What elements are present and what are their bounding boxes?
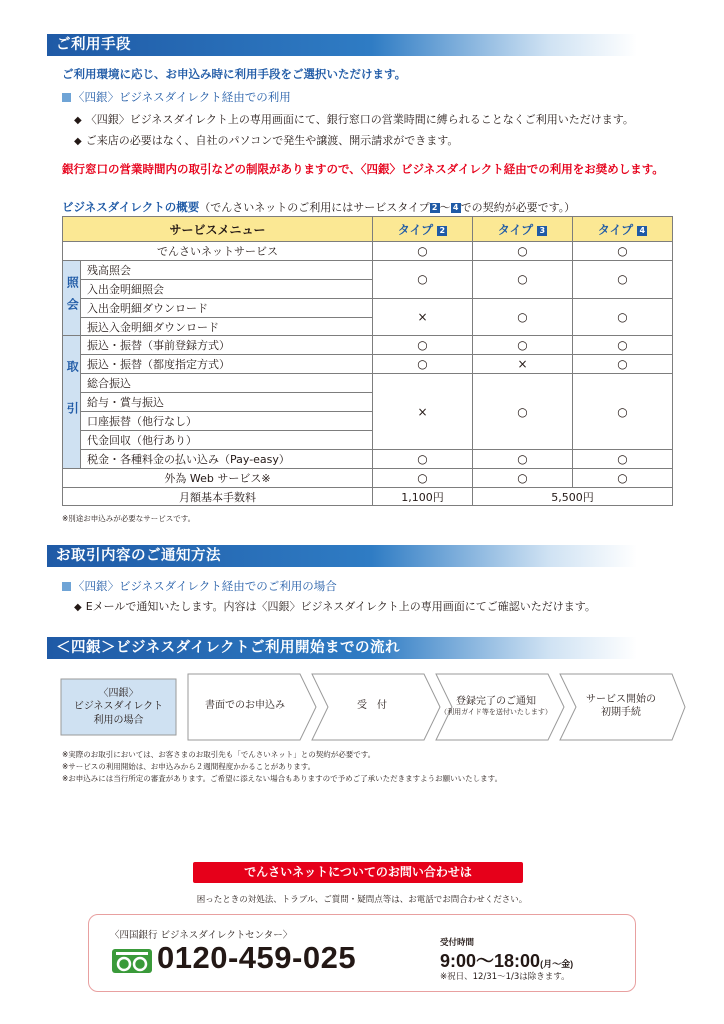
hours-time: 9:00〜18:00 (440, 951, 541, 971)
flow-step-5-line-2: 初期手続 (601, 707, 641, 718)
flow-step-3 (318, 673, 426, 739)
diamond-bullet-icon: ◆ (74, 115, 82, 126)
mark-cell: ○ (473, 242, 573, 261)
usage-subheading-text: 〈四銀〉ビジネスダイレクト経由での利用 (73, 90, 291, 104)
service-overview-table (62, 216, 673, 506)
contact-lead-text: 困ったときの対処法、トラブル、ご質問・疑問点等は、お電話でお問合わせください。 (196, 895, 528, 905)
row-label-zandaka: 残高照会 (81, 260, 373, 279)
mark-cell: ○ (573, 336, 673, 355)
overview-note-a: （でんさいネットのご利用にはサービスタイプ (199, 201, 430, 214)
flow-note-2: ※サービスの利用開始は、お申込みから２週間程度かかることがあります。 (62, 762, 316, 771)
square-bullet-icon (62, 582, 71, 591)
table-row (63, 468, 673, 487)
freedial-icon (112, 949, 152, 973)
row-label-koza: 口座振替（他行なし） (81, 412, 373, 431)
row-label-gaibu: 外為 Web サービス※ (63, 468, 373, 487)
mark-cell: ○ (573, 260, 673, 298)
row-label-furikomi-dl: 振込入金明細ダウンロード (81, 317, 373, 336)
table-row (63, 355, 673, 374)
notification-subheading (62, 578, 337, 594)
row-label-nyushukkin: 入出金明細照会 (81, 279, 373, 298)
table-header-row (63, 217, 673, 242)
usage-lead-text: ご利用環境に応じ、お申込み時に利用手段をご選択いただけます。 (62, 67, 407, 81)
flow-step-5 (566, 673, 676, 739)
flow-note-1: ※実際のお取引においては、お客さまのお取引先も「でんさいネット」との契約が必要です。 (62, 750, 376, 759)
row-label-sougou: 総合振込 (81, 374, 373, 393)
notification-bullet (74, 598, 596, 614)
type-number-badge: 2 (430, 203, 440, 213)
table-row (63, 449, 673, 468)
row-label-zeikin: 税金・各種料金の払い込み（Pay-easy） (81, 449, 373, 468)
group-label-transaction: 取引 (63, 336, 81, 468)
diamond-bullet-icon: ◆ (74, 136, 82, 147)
flow-step-2-label: 書面でのお申込み (205, 700, 285, 712)
flow-step-4-line-1: 登録完了のご通知 (456, 695, 536, 707)
header-type-label: タイプ (497, 222, 534, 237)
mark-cell: ○ (573, 355, 673, 374)
row-label-furikomi-jizen: 振込・振替（事前登録方式） (81, 336, 373, 355)
row-label-daikin: 代金回収（他行あり） (81, 430, 373, 449)
flow-step-2 (188, 673, 302, 739)
section-header-notification: お取引内容のご通知方法 (47, 545, 637, 567)
mark-cell: × (473, 355, 573, 374)
header-type-2 (373, 217, 473, 242)
square-bullet-icon (62, 93, 71, 102)
notification-subheading-text: 〈四銀〉ビジネスダイレクト経由でのご利用の場合 (73, 579, 337, 593)
mark-cell: ○ (373, 242, 473, 261)
row-label-fee: 月額基本手数料 (63, 487, 373, 506)
mark-cell: ○ (373, 336, 473, 355)
contact-heading: でんさいネットについてのお問い合わせは (193, 862, 523, 883)
mark-cell: ○ (573, 468, 673, 487)
usage-bullet-1-text: 〈四銀〉ビジネスダイレクト上の専用画面にて、銀行窓口の営業時間に縛られることなくご利用いただけます。 (85, 113, 634, 126)
mark-cell: × (373, 298, 473, 336)
row-label-densai: でんさいネットサービス (63, 242, 373, 261)
mark-cell: ○ (573, 449, 673, 468)
mark-cell: ○ (573, 374, 673, 450)
table-row (63, 298, 673, 317)
header-type-3 (473, 217, 573, 242)
mark-cell: × (373, 374, 473, 450)
hours-label: 受付時間 (440, 938, 475, 948)
flow-step-1 (61, 679, 176, 735)
mark-cell: ○ (373, 449, 473, 468)
hours-note: ※祝日、12/31〜1/3は除きます。 (440, 972, 570, 982)
flow-step-1-line-2: ビジネスダイレクト (73, 701, 164, 713)
mark-cell: ○ (573, 242, 673, 261)
contact-center-name: 〈四国銀行 ビジネスダイレクトセンター〉 (110, 930, 293, 941)
table-row (63, 487, 673, 506)
header-type-label: タイプ (397, 222, 434, 237)
fee-type-3-4: 5,500円 (473, 487, 673, 506)
flow-step-5-line-1: サービス開始の (586, 693, 656, 705)
flow-step-1-line-1: 〈四銀〉 (98, 687, 139, 699)
flow-step-4 (440, 673, 552, 739)
section-header-usage: ご利用手段 (47, 34, 637, 56)
usage-warning-text: 銀行窓口の営業時間内の取引などの制限がありますので、〈四銀〉ビジネスダイレクト経由での利用をお奨めします。 (62, 162, 664, 176)
overview-title-text: ビジネスダイレクトの概要 (62, 200, 200, 214)
flow-step-1-line-3: 利用の場合 (93, 714, 144, 726)
mark-cell: ○ (573, 298, 673, 336)
mark-cell: ○ (473, 468, 573, 487)
section-header-flow: ＜四銀＞ビジネスダイレクトご利用開始までの流れ (47, 637, 637, 659)
notification-bullet-text: Eメールで通知いたします。内容は〈四銀〉ビジネスダイレクト上の専用画面にてご確認いただけます。 (85, 600, 596, 613)
mark-cell: ○ (473, 260, 573, 298)
overview-title (62, 199, 575, 215)
usage-subheading (62, 89, 291, 105)
table-row (63, 260, 673, 279)
flow-step-3-label: 受 付 (357, 700, 387, 712)
type-number-badge: 2 (437, 226, 447, 236)
usage-bullet-2 (74, 132, 458, 148)
group-label-inquiry: 照会 (63, 260, 81, 336)
usage-bullet-1 (74, 111, 634, 127)
flow-note-3: ※お申込みには当行所定の審査があります。ご希望に添えない場合もありますので予めご了承いただきますようお願いいたします。 (62, 774, 503, 783)
mark-cell: ○ (373, 468, 473, 487)
usage-bullet-2-text: ご来店の必要はなく、自社のパソコンで発生や譲渡、開示請求ができます。 (85, 134, 459, 147)
header-type-4 (573, 217, 673, 242)
row-label-furikomi-tsudo: 振込・振替（都度指定方式） (81, 355, 373, 374)
header-type-label: タイプ (597, 222, 634, 237)
mark-cell: ○ (473, 374, 573, 450)
mark-cell: ○ (373, 355, 473, 374)
overview-tilde: 〜 (439, 201, 451, 214)
mark-cell: ○ (373, 260, 473, 298)
table-row (63, 336, 673, 355)
mark-cell: ○ (473, 449, 573, 468)
table-row (63, 242, 673, 261)
type-number-badge: 4 (451, 203, 461, 213)
table-footnote: ※別途お申込みが必要なサービスです。 (62, 514, 196, 523)
overview-note-b: での契約が必要です。） (460, 201, 576, 214)
row-label-nyushukkin-dl: 入出金明細ダウンロード (81, 298, 373, 317)
hours-days: (月〜金) (540, 959, 574, 969)
type-number-badge: 3 (537, 226, 547, 236)
mark-cell: ○ (473, 298, 573, 336)
fee-type-2: 1,100円 (373, 487, 473, 506)
header-service-menu: サービスメニュー (63, 217, 373, 242)
contact-phone-number[interactable]: 0120-459-025 (157, 940, 357, 975)
row-label-kyuyo: 給与・賞与振込 (81, 393, 373, 412)
table-row (63, 374, 673, 393)
flow-step-4-line-2: （利用ガイド等を送付いたします） (440, 708, 552, 717)
mark-cell: ○ (473, 336, 573, 355)
type-number-badge: 4 (637, 226, 647, 236)
diamond-bullet-icon: ◆ (74, 602, 82, 613)
